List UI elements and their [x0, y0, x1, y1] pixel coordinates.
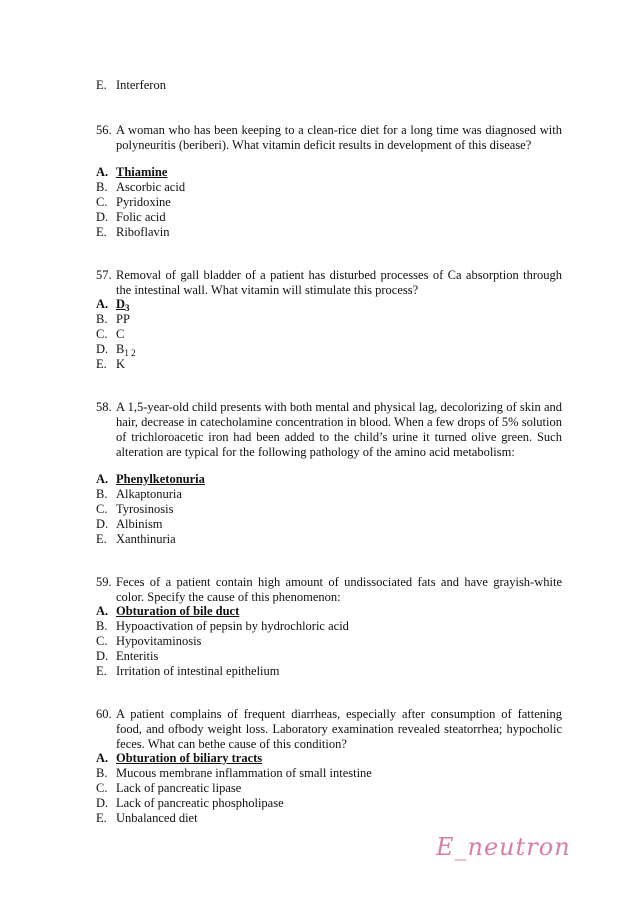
option-57-e: E. K [96, 357, 126, 371]
option-57-b: B. PP [96, 312, 130, 326]
question-text: A woman who has been keeping to a clean-rice diet for a long time was diagnosed with polyneuritis (beriberi). What vitamin deficit results in development of this disease? [116, 123, 562, 152]
question-text: Feces of a patient contain high amount of undissociated fats and have grayish-white color. Specify the cause of this phenomenon: [116, 575, 562, 604]
option-56-a-correct: A. Thiamine [96, 165, 168, 179]
option-56-d: D. Folic acid [96, 210, 166, 224]
option-prev-e: E. Interferon [96, 78, 166, 92]
question-text: A patient complains of frequent diarrheas, especially after consumption of fattening food, and ofbody weight loss. Laboratory examination revealed steatorrhea; hypocholic feces. What can bethe cause of this condition? [116, 707, 562, 751]
option-57-d: D. $B_{1 2}$ [96, 342, 136, 358]
question-59 [96, 575, 562, 605]
option-59-c: C. Hypovitaminosis [96, 634, 202, 648]
option-57-c: C. C [96, 327, 125, 341]
option-58-e: E. Xanthinuria [96, 532, 176, 546]
question-number: 59. [96, 575, 112, 589]
option-58-c: C. Tyrosinosis [96, 502, 174, 516]
question-57 [96, 268, 562, 298]
option-56-e: E. Riboflavin [96, 225, 170, 239]
question-number: 58. [96, 400, 112, 414]
question-number: 56. [96, 123, 112, 137]
option-59-d: D. Enteritis [96, 649, 159, 663]
option-60-c: C. Lack of pancreatic lipase [96, 781, 242, 795]
question-56 [96, 123, 562, 153]
option-60-a-correct: A. Obturation of biliary tracts [96, 751, 263, 765]
option-59-e: E. Irritation of intestinal epithelium [96, 664, 280, 678]
question-60 [96, 707, 562, 752]
option-59-a-correct: A. Obturation of bile duct [96, 604, 240, 618]
option-60-d: D. Lack of pancreatic phospholipase [96, 796, 284, 810]
question-text: Removal of gall bladder of a patient has disturbed processes of Ca absorption through the intestinal wall. What vitamin will stimulate this process? [116, 268, 562, 297]
brand-logo: E_neutron [436, 833, 571, 861]
question-text: A 1,5-year-old child presents with both mental and physical lag, decolorizing of skin and hair, decrease in catecholamine concentration in blood. When a few drops of 5% solution of trichloroacetic iron had been added to the child’s urine it turned olive green. Such alteration are typical for the following pathology of the amino acid metabolism: [116, 400, 562, 459]
option-56-b: B. Ascorbic acid [96, 180, 186, 194]
option-59-b: B. Hypoactivation of pepsin by hydrochloric acid [96, 619, 349, 633]
question-58 [96, 400, 562, 460]
option-56-c: C. Pyridoxine [96, 195, 171, 209]
option-60-b: B. Mucous membrane inflammation of small intestine [96, 766, 372, 780]
option-58-b: B. Alkaptonuria [96, 487, 182, 501]
question-number: 60. [96, 707, 112, 721]
option-57-a-correct: A. $D_3$ [96, 297, 130, 313]
question-number: 57. [96, 268, 112, 282]
option-58-d: D. Albinism [96, 517, 163, 531]
option-60-e: E. Unbalanced diet [96, 811, 198, 825]
option-58-a-correct: A. Phenylketonuria [96, 472, 205, 486]
